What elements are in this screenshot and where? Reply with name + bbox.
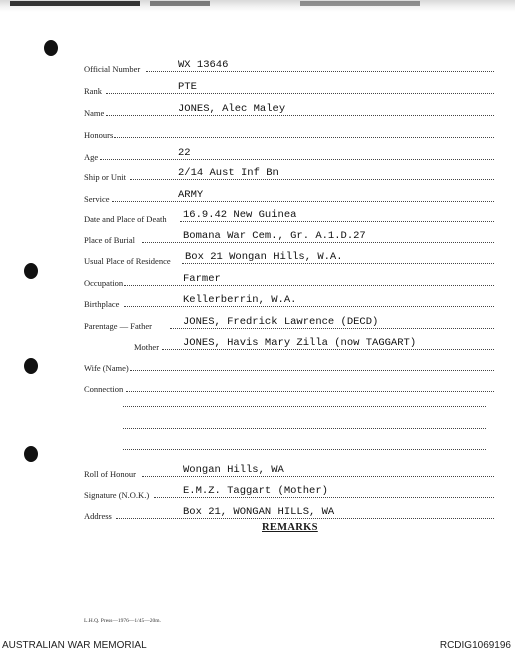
residence-row bbox=[84, 250, 494, 266]
official-number-value: WX 13646 bbox=[178, 59, 229, 71]
honours-row bbox=[84, 124, 494, 140]
rank-label: Rank bbox=[84, 86, 102, 96]
footer-record-id: RCDIG1069196 bbox=[439, 640, 511, 651]
roll-of-honour-label: Roll of Honour bbox=[84, 469, 136, 479]
remarks-heading: REMARKS bbox=[262, 522, 318, 533]
connection-label: Connection bbox=[84, 384, 124, 394]
father-row bbox=[84, 315, 494, 331]
service-value: ARMY bbox=[178, 189, 204, 201]
burial-value: Bomana War Cem., Gr. A.1.D.27 bbox=[183, 230, 366, 242]
service-label: Service bbox=[84, 194, 110, 204]
punch-hole bbox=[24, 263, 38, 279]
age-row bbox=[84, 146, 494, 162]
mother-value: JONES, Havis Mary Zilla (now TAGGART) bbox=[183, 337, 417, 349]
ship-or-unit-label: Ship or Unit bbox=[84, 172, 127, 182]
punch-hole bbox=[24, 446, 38, 462]
address-row bbox=[84, 505, 494, 521]
punch-hole bbox=[44, 40, 58, 56]
death-label: Date and Place of Death bbox=[84, 214, 167, 224]
occupation-label: Occupation bbox=[84, 278, 124, 288]
wife-row bbox=[84, 357, 494, 373]
occupation-row bbox=[84, 272, 494, 288]
name-value: JONES, Alec Maley bbox=[178, 103, 286, 115]
print-code: L.H.Q. Press—1976—1/45—20m. bbox=[84, 618, 161, 624]
roll-of-honour-row bbox=[84, 463, 494, 479]
burial-row bbox=[84, 229, 494, 245]
signature-value: E.M.Z. Taggart (Mother) bbox=[183, 485, 328, 497]
age-value: 22 bbox=[178, 147, 191, 159]
birthplace-value: Kellerberrin, W.A. bbox=[183, 294, 297, 306]
occupation-value: Farmer bbox=[183, 273, 221, 285]
punch-hole bbox=[24, 358, 38, 374]
residence-value: Box 21 Wongan Hills, W.A. bbox=[185, 251, 343, 263]
father-value: JONES, Fredrick Lawrence (DECD) bbox=[183, 316, 379, 328]
official-number-label: Official Number bbox=[84, 64, 141, 74]
ship-or-unit-value: 2/14 Aust Inf Bn bbox=[178, 167, 279, 179]
name-row bbox=[84, 102, 494, 118]
footer bbox=[0, 638, 515, 654]
birthplace-label: Birthplace bbox=[84, 299, 120, 309]
rank-value: PTE bbox=[178, 81, 197, 93]
address-value: Box 21, WONGAN HILLS, WA bbox=[183, 506, 335, 518]
rank-row bbox=[84, 80, 494, 96]
residence-label: Usual Place of Residence bbox=[84, 256, 171, 266]
mother-label: Mother bbox=[134, 342, 160, 352]
ship-or-unit-row bbox=[84, 166, 494, 182]
connection-blank-line bbox=[123, 449, 486, 450]
burial-label: Place of Burial bbox=[84, 235, 135, 245]
father-label: Parentage — Father bbox=[84, 321, 152, 331]
birthplace-row bbox=[84, 293, 494, 309]
signature-label: Signature (N.O.K.) bbox=[84, 490, 150, 500]
roll-of-honour-value: Wongan Hills, WA bbox=[183, 464, 284, 476]
scan-top-edge bbox=[0, 0, 515, 12]
signature-row bbox=[84, 484, 494, 500]
official-number-row bbox=[84, 58, 494, 74]
death-value: 16.9.42 New Guinea bbox=[183, 209, 297, 221]
address-label: Address bbox=[84, 511, 112, 521]
honours-label: Honours bbox=[84, 130, 114, 140]
connection-row bbox=[84, 378, 494, 394]
service-row bbox=[84, 188, 494, 204]
death-row bbox=[84, 208, 494, 224]
connection-blank-line bbox=[123, 428, 486, 429]
age-label: Age bbox=[84, 152, 99, 162]
name-label: Name bbox=[84, 108, 105, 118]
footer-source: AUSTRALIAN WAR MEMORIAL bbox=[2, 640, 147, 651]
mother-row bbox=[84, 336, 494, 352]
connection-blank-line bbox=[123, 406, 486, 407]
wife-label: Wife (Name) bbox=[84, 363, 129, 373]
